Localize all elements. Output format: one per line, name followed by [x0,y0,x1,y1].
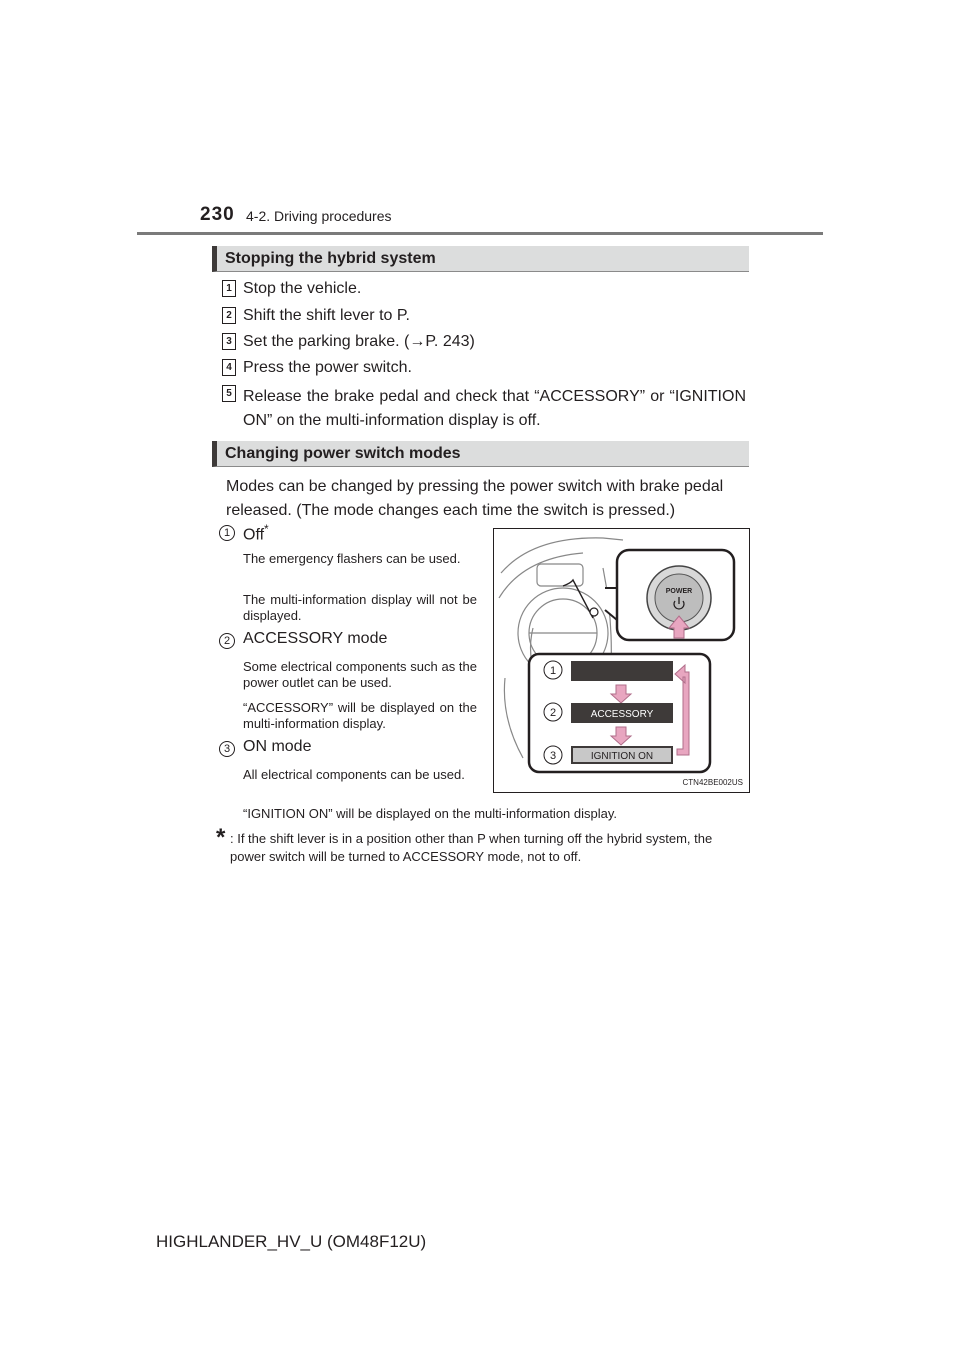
step-text: Shift the shift lever to P. [243,307,410,324]
power-switch-illustration [493,528,750,793]
callout-number-label: 1 [549,665,557,677]
page-number: 230 [200,204,235,225]
step-number: 5 [222,385,236,402]
illustration-code: CTN42BE002US [682,778,743,787]
display-ignition-on-label: IGNITION ON [590,751,654,762]
footnote-text: : If the shift lever is in a position other than P when turning off the hybrid system, the power switch will be turned to ACCESSORY mode, not to off. [230,831,713,864]
mode-title: ON mode [243,738,312,755]
mode-title: Off* [243,522,269,544]
power-button-label: POWER [665,588,693,595]
heading-stopping: Stopping the hybrid system [212,246,749,272]
mode-description: The emergency flashers can be used. [243,551,461,566]
step-number: 3 [222,333,236,350]
header-rule [137,232,823,235]
mode-title: ACCESSORY mode [243,630,388,647]
mode-description: “ACCESSORY” will be displayed on the multi-information display. [243,700,477,731]
modes-intro: Modes can be changed by pressing the power switch with brake pedal released. (The mode changes each time the switch is pressed.) [226,478,724,519]
step-text: Release the brake pedal and check that “ACCESSORY” or “IGNITION ON” on the multi-information display is off. [243,388,746,429]
mode-description: “IGNITION ON” will be displayed on the multi-information display. [243,806,617,821]
footer-model: HIGHLANDER_HV_U (OM48F12U) [156,1232,427,1251]
step-text: Press the power switch. [243,359,412,376]
callout-number-label: 2 [549,707,557,719]
callout-number-label: 3 [549,750,557,762]
footnote-mark: * [216,824,226,851]
step-number: 4 [222,359,236,376]
display-off [571,661,673,681]
mode-description: Some electrical components such as the power outlet can be used. [243,659,477,690]
mode-number: 2 [219,633,235,649]
mode-description: All electrical components can be used. [243,767,465,782]
display-accessory-label: ACCESSORY [590,709,654,720]
switch-location [590,608,598,616]
step-number: 2 [222,307,236,324]
footnote-reference: * [264,522,269,536]
step-text: Set the parking brake. (→P. 243) [243,333,475,350]
section-title: 4-2. Driving procedures [246,208,392,224]
mode-number: 1 [219,525,235,541]
heading-modes: Changing power switch modes [212,441,749,467]
step-number: 1 [222,280,236,297]
mode-description: The multi-information display will not be displayed. [243,592,477,623]
step-text: Stop the vehicle. [243,280,362,297]
mode-number: 3 [219,741,235,757]
